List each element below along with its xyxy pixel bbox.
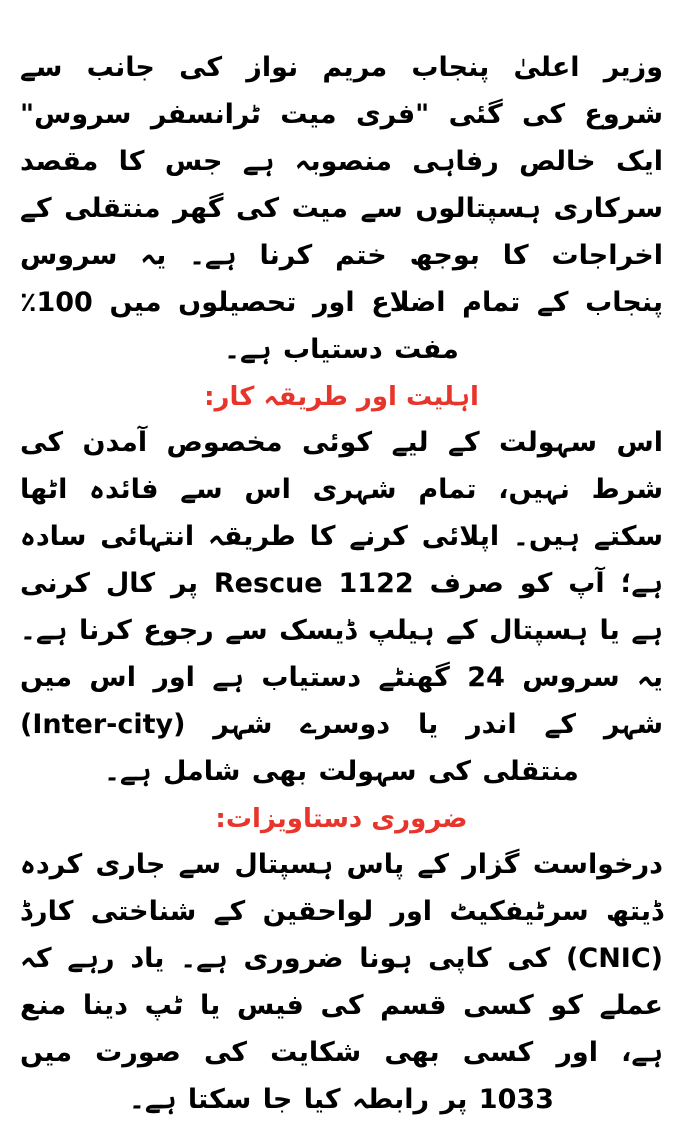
intro-paragraph: وزیر اعلیٰ پنجاب مریم نواز کی جانب سے شروع کی گئی "فری میت ٹرانسفر سروس" ایک خالص رفاہی منصوبہ ہے جس کا مقصد سرکاری ہسپتالوں سے میت کی گھر منتقلی کے اخراجات کا بوجھ ختم کرنا ہے۔ یہ سروس پنجاب کے تمام اضلاع اور تحصیلوں میں 100٪ مفت دستیاب ہے۔ bbox=[20, 52, 663, 365]
documents-paragraph: درخواست گزار کے پاس ہسپتال سے جاری کردہ ڈیتھ سرٹیفکیٹ اور لواحقین کے شناختی کارڈ (CNIC) کی کاپی ہونا ضروری ہے۔ یاد رہے کہ عملے کو کسی قسم کی فیس یا ٹپ دینا منع ہے، اور کسی بھی شکایت کی صورت میں 1033 پر رابطہ کیا جا سکتا ہے۔ bbox=[20, 849, 663, 1115]
documents-heading: ضروری دستاویزات: bbox=[215, 804, 468, 834]
eligibility-heading: اہلیت اور طریقہ کار: bbox=[204, 382, 479, 412]
eligibility-paragraph: اس سہولت کے لیے کوئی مخصوص آمدن کی شرط نہیں، تمام شہری اس سے فائدہ اٹھا سکتے ہیں۔ اپلائی کرنے کا طریقہ انتہائی سادہ ہے؛ آپ کو صرف Rescue 1122 پر کال کرنی ہے یا ہسپتال کے ہیلپ ڈیسک سے رجوع کرنا ہے۔ یہ سروس 24 گھنٹے دستیاب ہے اور اس میں شہر کے اندر یا دوسرے شہر (Inter-city) منتقلی کی سہولت بھی شامل ہے۔ bbox=[20, 427, 664, 787]
